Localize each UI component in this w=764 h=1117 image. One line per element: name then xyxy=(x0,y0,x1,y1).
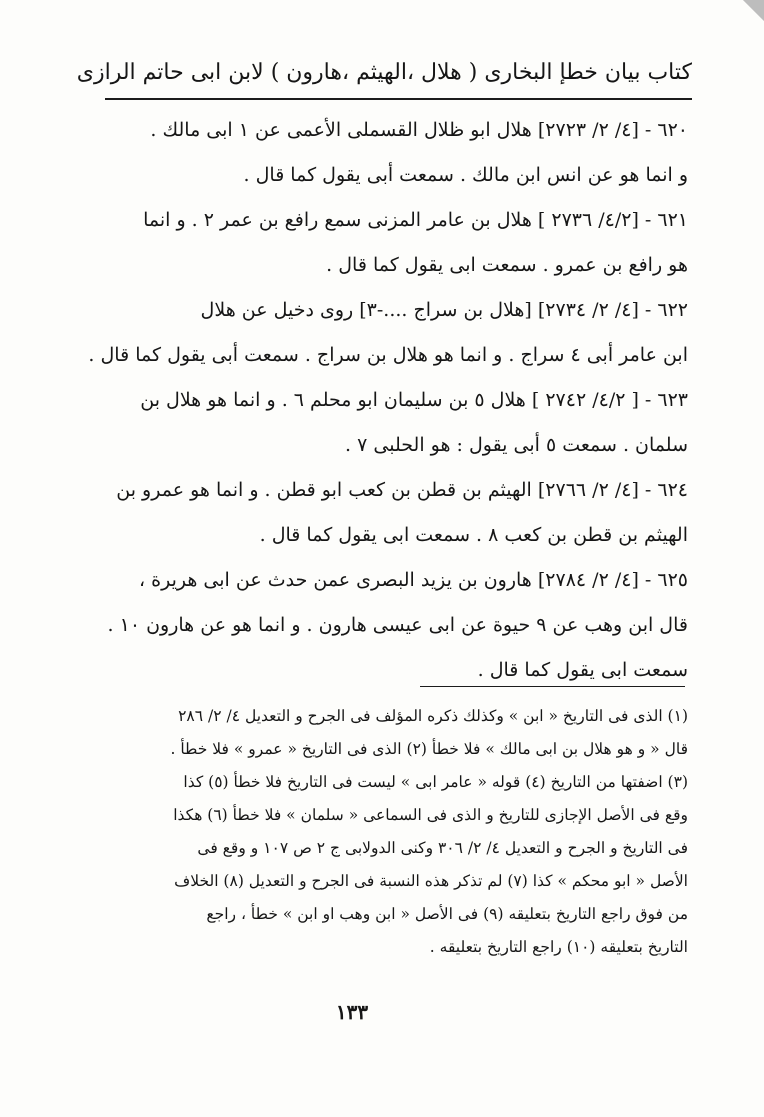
main-text xyxy=(88,108,688,693)
entry-line: هو رافع بن عمرو . سمعت ابى يقول كما قال . xyxy=(326,254,688,276)
entry-623 xyxy=(130,378,688,468)
entry-line: و انما هو عن انس ابن مالك . سمعت أبى يقول كما قال . xyxy=(243,164,688,186)
footnote-line: (١) الذى فى التاريخ « ابن » وكذلك ذكره المؤلف فى الجرح و التعديل ٤/ ٢/ ٢٨٦ xyxy=(178,707,688,725)
entry-line: الهيثم بن قطن بن كعب ٨ . سمعت ابى يقول كما قال . xyxy=(259,524,688,546)
footnote-line: وقع فى الأصل الإجازى للتاريخ و الذى فى السماعى « سلمان » فلا خطأ (٦) هكذا xyxy=(173,806,688,824)
entry-620 xyxy=(130,108,688,198)
entry-621 xyxy=(130,198,688,288)
entry-line: ٦٢٢ - [٤/ ٢/ ٢٧٣٤] [هلال بن سراج ....-٣] روى دخيل عن هلال xyxy=(200,299,688,321)
running-header xyxy=(76,48,692,96)
entry-line: سمعت ابى يقول كما قال . xyxy=(477,659,688,681)
header-title: كتاب بيان خطإ البخارى ( هلال ،الهيثم ،هارون ) لابن ابى حاتم الرازى xyxy=(76,59,692,85)
entry-line: ٦٢٣ - [ ٤/٢/ ٢٧٤٢ ] هلال ٥ بن سليمان ابو محلم ٦ . و انما هو هلال بن xyxy=(140,389,688,411)
entry-622 xyxy=(88,288,688,378)
footnote-line: قال « و هو هلال بن ابى مالك » فلا خطأ (٢) الذى فى التاريخ « عمرو » فلا خطأ . xyxy=(170,740,688,758)
entry-line: ٦٢٠ - [٤/ ٢/ ٢٧٢٣] هلال ابو ظلال القسملى الأعمى عن ١ ابى مالك . xyxy=(150,119,688,141)
header-divider xyxy=(105,98,692,100)
footnote-divider xyxy=(420,686,685,687)
footnote-line: من فوق راجع التاريخ بتعليقه (٩) فى الأصل « ابن وهب او ابن » خطأ ، راجع xyxy=(206,905,688,923)
footnote-line: التاريخ بتعليقه (١٠) راجع التاريخ بتعليقه . xyxy=(429,938,688,956)
entry-line: قال ابن وهب عن ٩ حيوة عن ابى عيسى هارون . و انما هو عن هارون ١٠ . xyxy=(107,614,688,636)
entry-624 xyxy=(116,468,688,558)
entry-line: سلمان . سمعت ٥ أبى يقول : هو الحلبى ٧ . xyxy=(345,434,688,456)
entry-625 xyxy=(107,558,688,693)
page-number: ١٣٣ xyxy=(335,1000,369,1024)
entry-line: ٦٢٤ - [٤/ ٢/ ٢٧٦٦] الهيثم بن قطن بن كعب ابو قطن . و انما هو عمرو بن xyxy=(116,479,688,501)
footnote-line: (٣) اضفتها من التاريخ (٤) قوله « عامر ابى » ليست فى التاريخ فلا خطأ (٥) كذا xyxy=(183,773,688,791)
entry-line: ابن عامر أبى ٤ سراج . و انما هو هلال بن سراج . سمعت أبى يقول كما قال . xyxy=(88,344,688,366)
footnote-line: الأصل « ابو محكم » كذا (٧) لم تذكر هذه النسبة فى الجرح و التعديل (٨) الخلاف xyxy=(174,872,688,890)
entry-line: ٦٢٥ - [٤/ ٢/ ٢٧٨٤] هارون بن يزيد البصرى عمن حدث عن ابى هريرة ، xyxy=(138,569,688,591)
scan-corner-mark xyxy=(738,0,764,26)
footnotes xyxy=(140,700,688,964)
footnote-line: فى التاريخ و الجرح و التعديل ٤/ ٢/ ٣٠٦ وكنى الدولابى ج ٢ ص ١٠٧ و وقع فى xyxy=(197,839,688,857)
entry-line: ٦٢١ - [٤/٢/ ٢٧٣٦ ] هلال بن عامر المزنى سمع رافع بن عمر ٢ . و انما xyxy=(143,209,688,231)
